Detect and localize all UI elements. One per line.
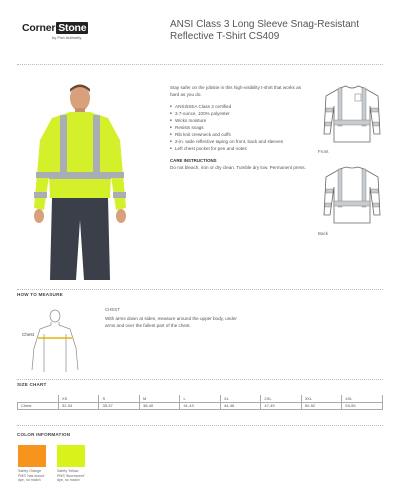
care-text: Do not bleach, iron or dry clean. Tumble dry low. Permanent press. (170, 165, 306, 170)
feature-list (170, 103, 310, 152)
measure-item-text: With arms down at sides, measure around the upper body, under arms and over the fullest part of the chest. (105, 315, 237, 328)
care-heading: CARE INSTRUCTIONS (170, 158, 217, 163)
table-cell: 47-49 (261, 402, 301, 409)
feature-item: ■ Resists snags (170, 124, 310, 131)
model-photo (30, 80, 130, 280)
feature-item: ■ ANSI/ISEA Class 3 certified (170, 103, 310, 110)
back-label: Back (318, 231, 329, 236)
swatch-label-safety-orange (18, 469, 50, 483)
brand-logo (22, 22, 92, 50)
feature-item: ■ Wicks moisture (170, 117, 310, 124)
table-cell: 50-52 (301, 402, 341, 409)
logo-wordmark (22, 22, 92, 34)
swatch-label-line: PMS 'has mould' (18, 473, 45, 478)
product-title-line-1: ANSI Class 3 Long Sleeve Snag-Resistant (170, 19, 359, 30)
table-row (18, 402, 383, 409)
table-cell: 44-46 (220, 402, 260, 409)
size-chart-heading: SIZE CHART (17, 382, 47, 387)
color-information-heading: COLOR INFORMATION (17, 432, 71, 437)
section-divider (17, 289, 383, 290)
color-swatch-safety-yellow (57, 445, 85, 467)
how-to-measure-heading: HOW TO MEASURE (17, 292, 63, 297)
swatch-label-line: dye, no match (57, 478, 80, 482)
table-header-row (18, 395, 383, 402)
table-cell: 41-43 (180, 402, 220, 409)
size-chart-table (17, 395, 383, 410)
front-flat-sketch (322, 84, 382, 144)
section-divider (17, 425, 383, 426)
table-header-cell: XL (220, 395, 260, 402)
measure-item-title: CHEST (105, 307, 120, 312)
swatch-label-safety-yellow (57, 469, 89, 483)
measure-instructions (105, 306, 245, 330)
table-cell: 53-55 (342, 402, 383, 409)
feature-item: ■ Rib knit crewneck and cuffs (170, 131, 310, 138)
swatch-label-line: Safety Yellow (57, 469, 79, 473)
table-header-cell: M (139, 395, 179, 402)
table-cell: 38-40 (139, 402, 179, 409)
product-title (170, 19, 359, 43)
table-header-cell (18, 395, 59, 402)
product-description (170, 84, 310, 171)
product-title-line-2: Reflective T-Shirt CS409 (170, 31, 280, 42)
logo-subtitle: by Port Authority (52, 35, 82, 40)
back-flat-sketch (322, 165, 382, 225)
description-intro: Stay safer on the jobsite in this high-visibility t-shirt that works as hard as you do. (170, 85, 301, 97)
table-header-cell: L (180, 395, 220, 402)
table-header-cell: 2XL (261, 395, 301, 402)
header-divider (17, 64, 383, 65)
chest-label: Chest (22, 332, 35, 337)
front-label: Front (318, 149, 329, 154)
table-cell: 35-37 (99, 402, 139, 409)
table-header-cell: 3XL (301, 395, 341, 402)
table-header-cell: 4XL (342, 395, 383, 402)
table-header-cell: XS (59, 395, 99, 402)
table-cell: Chest (18, 402, 59, 409)
section-divider (17, 379, 383, 380)
body-outline-icon (20, 308, 90, 372)
table-cell: 32-34 (59, 402, 99, 409)
feature-item: ■ 3.7-ounce, 100% polyester (170, 110, 310, 117)
table-header-cell: S (99, 395, 139, 402)
swatch-label-line: dye, no match (18, 478, 41, 482)
logo-word-corner: Corner (22, 22, 56, 34)
feature-item: ■ 2-in. wide reflective taping on front, back and sleeves (170, 138, 310, 145)
swatch-label-line: PMS 'fluorescent' (57, 473, 85, 478)
logo-word-stone: Stone (58, 22, 87, 34)
swatch-label-line: Safety Orange (18, 469, 42, 473)
feature-item: ■ Left chest pocket for pen and notes (170, 145, 310, 152)
color-swatch-safety-orange (18, 445, 46, 467)
